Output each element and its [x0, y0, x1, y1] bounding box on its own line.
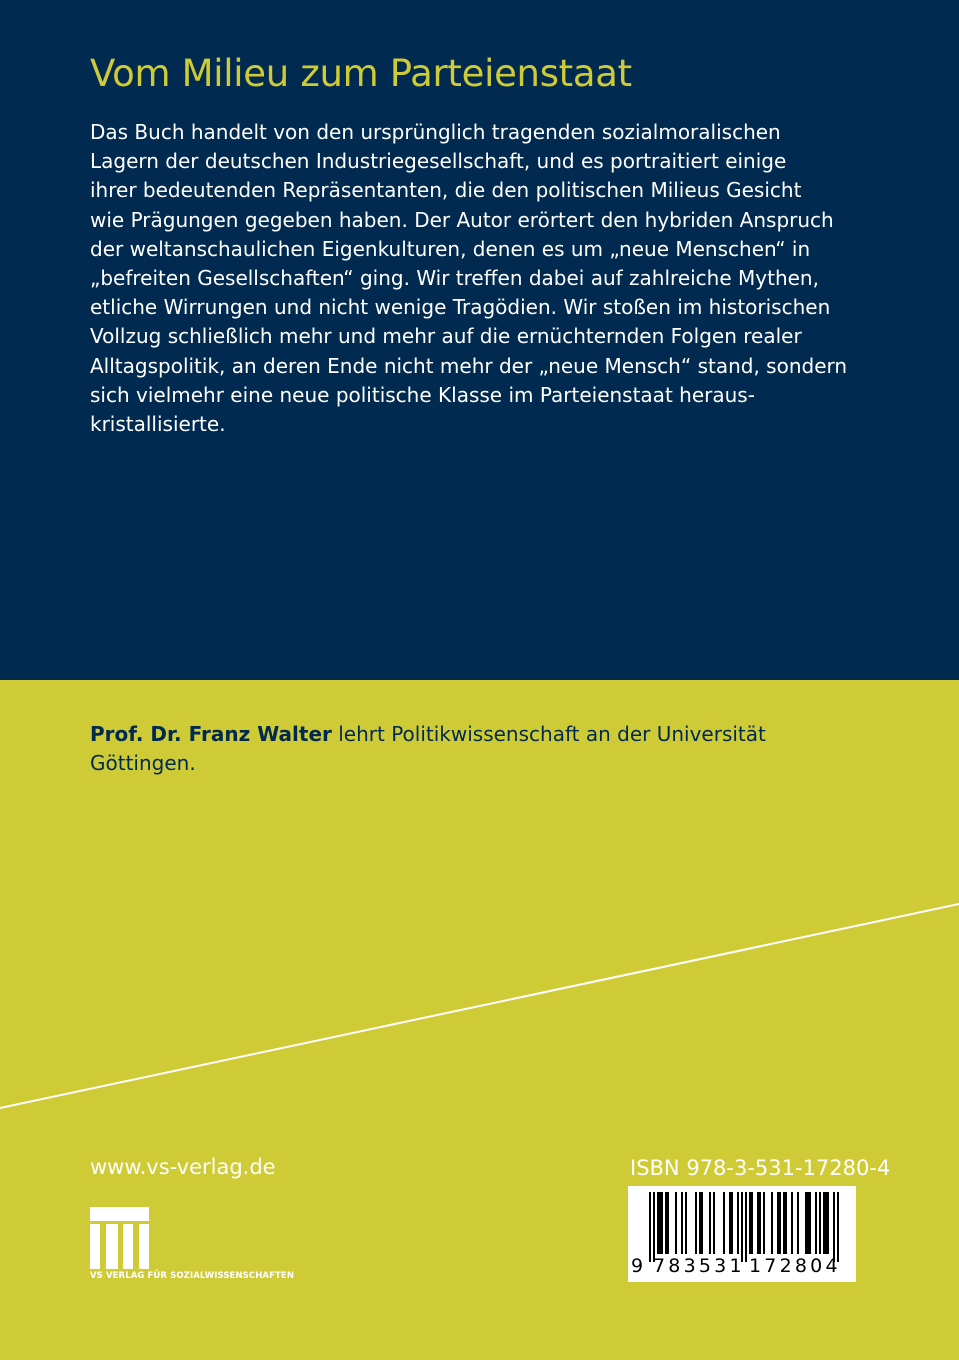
- barcode-bar: [833, 1192, 835, 1262]
- book-title: Vom Milieu zum Parteienstaat: [90, 52, 632, 95]
- barcode-bar: [749, 1192, 751, 1254]
- barcode-bar: [675, 1192, 677, 1254]
- barcode-bar: [759, 1192, 761, 1254]
- barcode-digits: [628, 1255, 856, 1279]
- description-line: Alltagspolitik, an deren Ende nicht mehr der „neue Mensch“ stand, sondern: [90, 353, 848, 378]
- barcode-bar: [797, 1192, 799, 1254]
- barcode-bar: [815, 1192, 817, 1254]
- description-line: „befreiten Gesellschaften“ ging. Wir treffen dabei auf zahlreiche Mythen,: [90, 266, 819, 291]
- barcode-bar: [783, 1192, 785, 1254]
- book-description: [90, 118, 890, 439]
- description-line: Lagern der deutschen Industriegesellschaft, und es portraitiert einige: [90, 149, 787, 174]
- barcode-bar: [709, 1192, 711, 1254]
- isbn-text: ISBN 978-3-531-17280-4: [630, 1156, 891, 1180]
- description-line: kristallisierte.: [90, 412, 226, 437]
- barcode-bar: [819, 1192, 821, 1254]
- barcode-bar: [649, 1192, 651, 1262]
- author-name: Prof. Dr. Franz Walter: [90, 722, 332, 746]
- author-bio-text: lehrt Politikwissenschaft an der Universität: [331, 722, 766, 746]
- barcode-bar: [785, 1192, 787, 1254]
- publisher-name: VS VERLAG FÜR SOZIALWISSENSCHAFTEN: [90, 1271, 295, 1281]
- description-line: der weltanschaulichen Eigenkulturen, denen es um „neue Menschen“ in: [90, 236, 811, 261]
- barcode-left-digits: 783531: [653, 1255, 745, 1277]
- barcode-bar: [685, 1192, 687, 1254]
- barcode-bar: [823, 1192, 825, 1254]
- description-line: ihrer bedeutenden Repräsentanten, die den politischen Milieus Gesicht: [90, 178, 802, 203]
- barcode-first-digit: 9: [631, 1255, 644, 1277]
- barcode-bar: [695, 1192, 697, 1254]
- publisher-logo-icon: [90, 1207, 150, 1269]
- barcode-bar: [731, 1192, 733, 1254]
- barcode-bar: [771, 1192, 773, 1254]
- diagonal-stroke: [0, 904, 959, 1108]
- barcode-bar: [723, 1192, 725, 1254]
- barcode-bar: [745, 1192, 747, 1262]
- barcode-bar: [809, 1192, 811, 1254]
- description-line: wie Prägungen gegeben haben. Der Autor erörtert den hybriden Anspruch: [90, 207, 834, 232]
- barcode-bar: [757, 1192, 759, 1254]
- barcode-bar: [825, 1192, 827, 1254]
- description-line: Das Buch handelt von den ursprünglich tragenden sozialmoralischen: [90, 120, 781, 144]
- barcode-bar: [667, 1192, 669, 1254]
- description-line: Vollzug schließlich mehr und mehr auf die ernüchternden Folgen realer: [90, 324, 802, 349]
- barcode-bar: [763, 1192, 765, 1254]
- barcode-bar: [741, 1192, 743, 1262]
- barcode-bar: [713, 1192, 715, 1254]
- barcode-bar: [653, 1192, 655, 1262]
- barcode-bar: [665, 1192, 667, 1254]
- author-bio-line-2: Göttingen.: [90, 751, 196, 775]
- barcode-bar: [729, 1192, 731, 1254]
- barcode-bar: [791, 1192, 793, 1254]
- barcode-bar: [657, 1192, 659, 1254]
- barcode-bar: [777, 1192, 779, 1254]
- publisher-website: www.vs-verlag.de: [90, 1155, 276, 1179]
- barcode-bar: [681, 1192, 683, 1254]
- barcode-bar: [837, 1192, 839, 1262]
- barcode-bar: [701, 1192, 703, 1254]
- barcode-right-digits: 172804: [749, 1255, 841, 1277]
- barcode-bar: [779, 1192, 781, 1254]
- barcode-bar: [659, 1192, 661, 1254]
- description-line: sich vielmehr eine neue politische Klasse im Parteienstaat heraus-: [90, 382, 755, 407]
- barcode-bar: [661, 1192, 663, 1254]
- barcode-bar: [751, 1192, 753, 1254]
- barcode-bar: [807, 1192, 809, 1254]
- barcode-bar: [737, 1192, 739, 1254]
- barcode-bar: [699, 1192, 701, 1254]
- description-line: etliche Wirrungen und nicht wenige Tragödien. Wir stoßen im historischen: [90, 295, 831, 320]
- barcode-bar: [827, 1192, 829, 1254]
- barcode-bar: [805, 1192, 807, 1254]
- barcode: [628, 1186, 856, 1282]
